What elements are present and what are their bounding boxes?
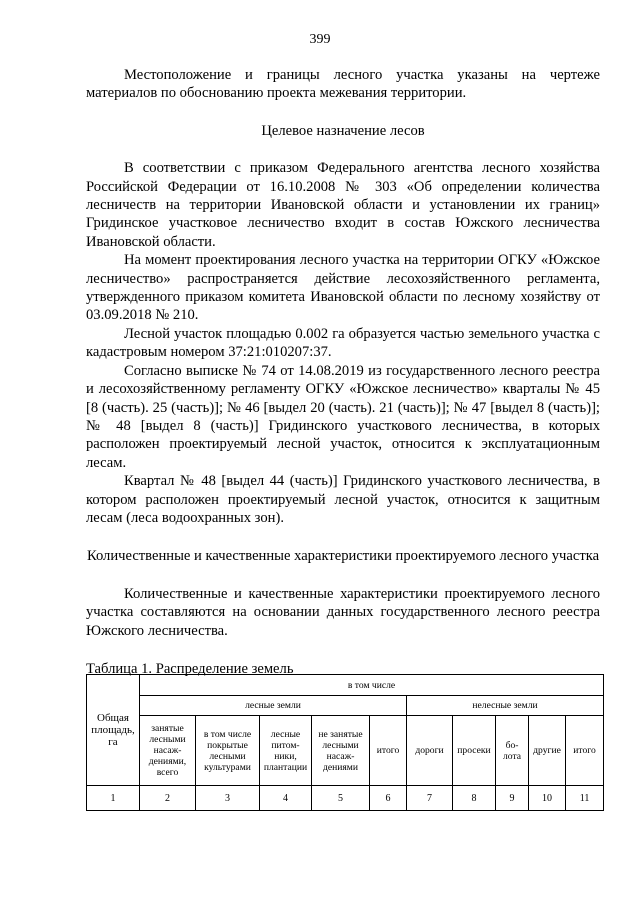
column-header: занятые лесными насаж-дениями, всего <box>140 716 196 786</box>
column-header: в том числе покрытые лесными культурами <box>196 716 260 786</box>
land-distribution-table <box>86 674 604 811</box>
column-number: 9 <box>496 786 529 811</box>
column-header: лесные питом-ники, плантации <box>260 716 312 786</box>
page-number: 399 <box>309 32 331 47</box>
column-number: 5 <box>312 786 370 811</box>
section-title-purpose: Целевое назначение лесов <box>261 122 425 139</box>
table-row <box>87 786 604 811</box>
column-number: 7 <box>407 786 453 811</box>
paragraph: Лесной участок площадью 0.002 га образуется частью земельного участка с кадастровым номером 37:21:010207:37. <box>86 325 600 361</box>
column-number: 2 <box>140 786 196 811</box>
column-number: 6 <box>370 786 407 811</box>
section-title-characteristics: Количественные и качественные характеристики проектируемого лесного участка <box>86 548 600 565</box>
paragraph: Количественные и качественные характеристики проектируемого лесного участка составляются на основании данных государственного лесного реестра Южского лесничества. <box>86 585 600 639</box>
table-caption: Таблица 1. Распределение земель <box>86 660 294 677</box>
column-header: не занятые лесными насаж-дениями <box>312 716 370 786</box>
forest-lands-header: лесные земли <box>140 696 407 716</box>
column-header: бо-лота <box>496 716 529 786</box>
nonforest-lands-header: нелесные земли <box>407 696 604 716</box>
paragraph: Квартал № 48 [выдел 44 (часть)] Гридинского участкового лесничества, в котором расположен проектируемый лесной участок, относится к защитным лесам (леса водоохранных зон). <box>86 473 600 526</box>
in-total-header: в том числе <box>140 675 604 696</box>
column-number: 11 <box>566 786 604 811</box>
column-number: 1 <box>87 786 140 811</box>
column-header: просеки <box>453 716 496 786</box>
column-number: 10 <box>529 786 566 811</box>
intro-paragraph: Местоположение и границы лесного участка указаны на чертеже материалов по обоснованию проекта межевания территории. <box>86 67 600 102</box>
column-number: 4 <box>260 786 312 811</box>
column-header: другие <box>529 716 566 786</box>
column-number: 3 <box>196 786 260 811</box>
paragraph: В соответствии с приказом Федерального агентства лесного хозяйства Российской Федерации от 16.10.2008 № 303 «Об определении количества лесничеств на территории Ивановской области и установлении их границ» Гридинское участковое лесничество входит в состав Южского лесничества Ивановской области. <box>86 160 600 250</box>
column-header: итого <box>566 716 604 786</box>
paragraph: Согласно выписке № 74 от 14.08.2019 из государственного лесного реестра и лесохозяйственному регламенту ОГКУ «Южское лесничество» кварталы № 45 [8 (часть). 25 (часть)]; № 46 [выдел 20 (часть). 21 (часть)]; № 47 [выдел 8 (часть)]; № 48 [выдел 8 (часть)] Гридинского участкового лесничества, в которых расположен проектируемый лесной участок, относится к эксплуатационным лесам. <box>86 362 600 471</box>
total-area-header: Общая площадь, га <box>87 675 140 786</box>
paragraph: На момент проектирования лесного участка на территории ОГКУ «Южское лесничество» распространяется действие лесохозяйственного регламента, утвержденного приказом комитета Ивановской области по лесному хозяйству от 03.09.2018 № 210. <box>86 252 600 324</box>
document-body <box>86 66 600 678</box>
column-number: 8 <box>453 786 496 811</box>
column-header: дороги <box>407 716 453 786</box>
column-header: итого <box>370 716 407 786</box>
